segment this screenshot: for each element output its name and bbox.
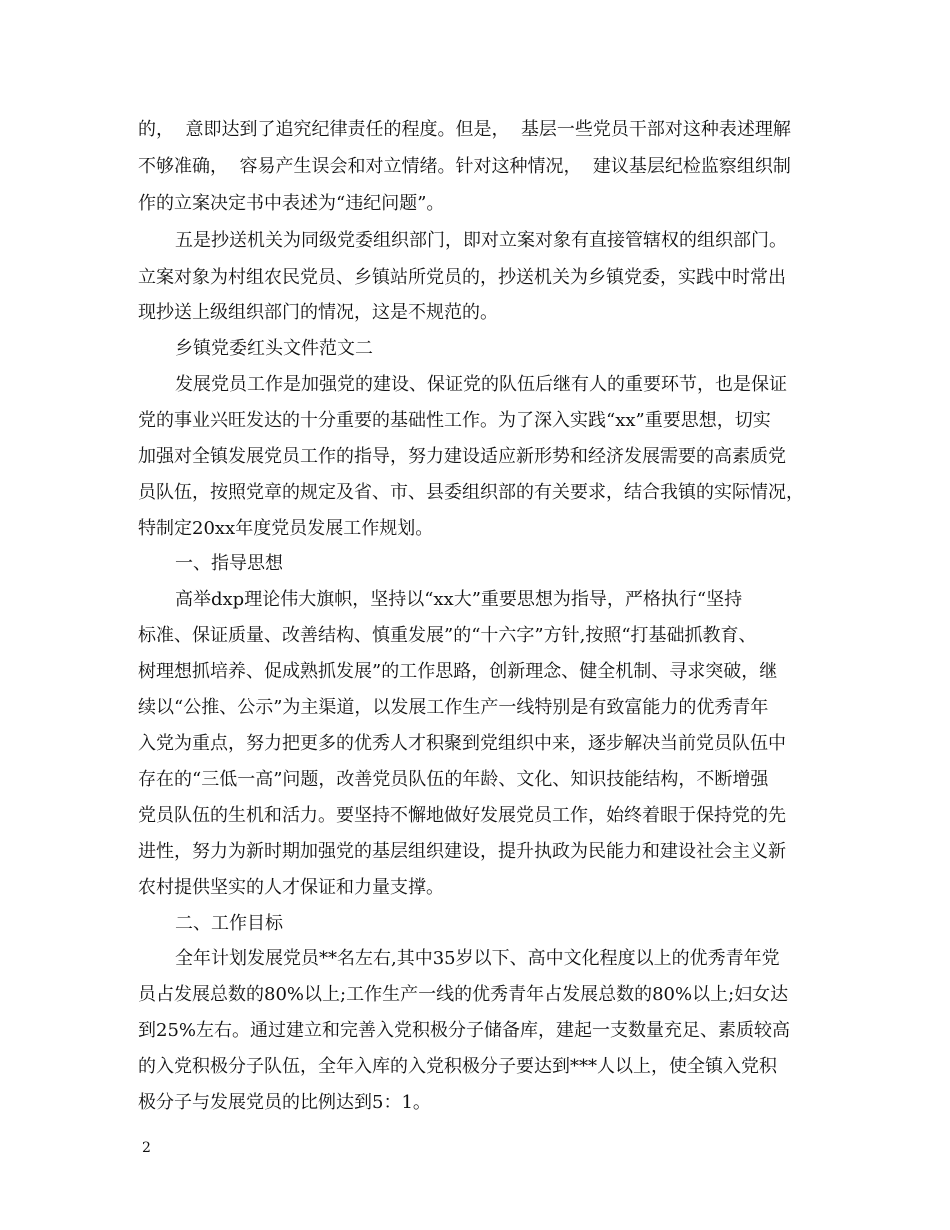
text-line: 的入党积极分子队伍，全年入库的入党积极分子要达到***人以上，使全镇入党积: [138, 1056, 777, 1077]
text-line: 作的立案决定书中表述为“违纪问题”。: [138, 193, 445, 214]
text-line: 党员队伍的生机和活力。要坚持不懈地做好发展党员工作，始终着眼于保持党的先: [138, 805, 786, 826]
text-line: 乡镇党委红头文件范文二: [175, 338, 373, 359]
text-line: 存在的“三低一高”问题，改善党员队伍的年龄、文化、知识技能结构，不断增强: [138, 769, 769, 790]
text-line: 发展党员工作是加强党的建设、保证党的队伍后继有人的重要环节，也是保证: [175, 374, 787, 395]
text-line: 立案对象为村组农民党员、乡镇站所党员的，抄送机关为乡镇党委，实践中时常出: [138, 267, 786, 288]
text-line: 极分子与发展党员的比例达到5：1。: [138, 1092, 431, 1113]
text-line: 一、指导思想: [175, 553, 283, 574]
text-line: 标准、保证质量、改善结构、慎重发展”的“十六字”方针,按照“打基础抓教育、: [138, 625, 757, 646]
text-line: 员占发展总数的80%以上;工作生产一线的优秀青年占发展总数的80%以上;妇女达: [138, 984, 789, 1005]
text-line: 党的事业兴旺发达的十分重要的基础性工作。为了深入实践“xx”重要思想，切实: [138, 410, 771, 431]
text-line: 全年计划发展党员**名左右,其中35岁以下、高中文化程度以上的优秀青年党: [175, 948, 780, 969]
page-number: 2: [142, 1140, 151, 1156]
text-line: 入党为重点，努力把更多的优秀人才积聚到党组织中来，逐步解决当前党员队伍中: [138, 733, 786, 754]
text-line: 员队伍，按照党章的规定及省、市、县委组织部的有关要求，结合我镇的实际情况，: [138, 482, 804, 503]
text-line: 树理想抓培养、促成熟抓发展”的工作思路，创新理念、健全机制、寻求突破，继: [138, 661, 778, 682]
text-line: 不够准确， 容易产生误会和对立情绪。针对这种情况， 建议基层纪检监察组织制: [138, 156, 791, 177]
text-line: 到25%左右。通过建立和完善入党积极分子储备库，建起一支数量充足、素质较高: [138, 1020, 791, 1041]
text-line: 的， 意即达到了追究纪律责任的程度。但是， 基层一些党员干部对这种表述理解: [138, 119, 791, 140]
text-line: 加强对全镇发展党员工作的指导，努力建设适应新形势和经济发展需要的高素质党: [138, 446, 786, 467]
text-line: 农村提供坚实的人才保证和力量支撑。: [138, 877, 444, 898]
text-line: 进性，努力为新时期加强党的基层组织建设，提升执政为民能力和建设社会主义新: [138, 841, 786, 862]
text-line: 续以“公推、公示”为主渠道，以发展工作生产一线特别是有致富能力的优秀青年: [138, 697, 769, 718]
text-line: 二、工作目标: [175, 913, 283, 934]
text-line: 高举dxp理论伟大旗帜，坚持以“xx大”重要思想为指导，严格执行“坚持: [175, 589, 743, 610]
text-line: 现抄送上级组织部门的情况，这是不规范的。: [138, 302, 498, 323]
text-line: 特制定20xx年度党员发展工作规划。: [138, 518, 434, 539]
text-line: 五是抄送机关为同级党委组织部门，即对立案对象有直接管辖权的组织部门。: [175, 230, 787, 251]
